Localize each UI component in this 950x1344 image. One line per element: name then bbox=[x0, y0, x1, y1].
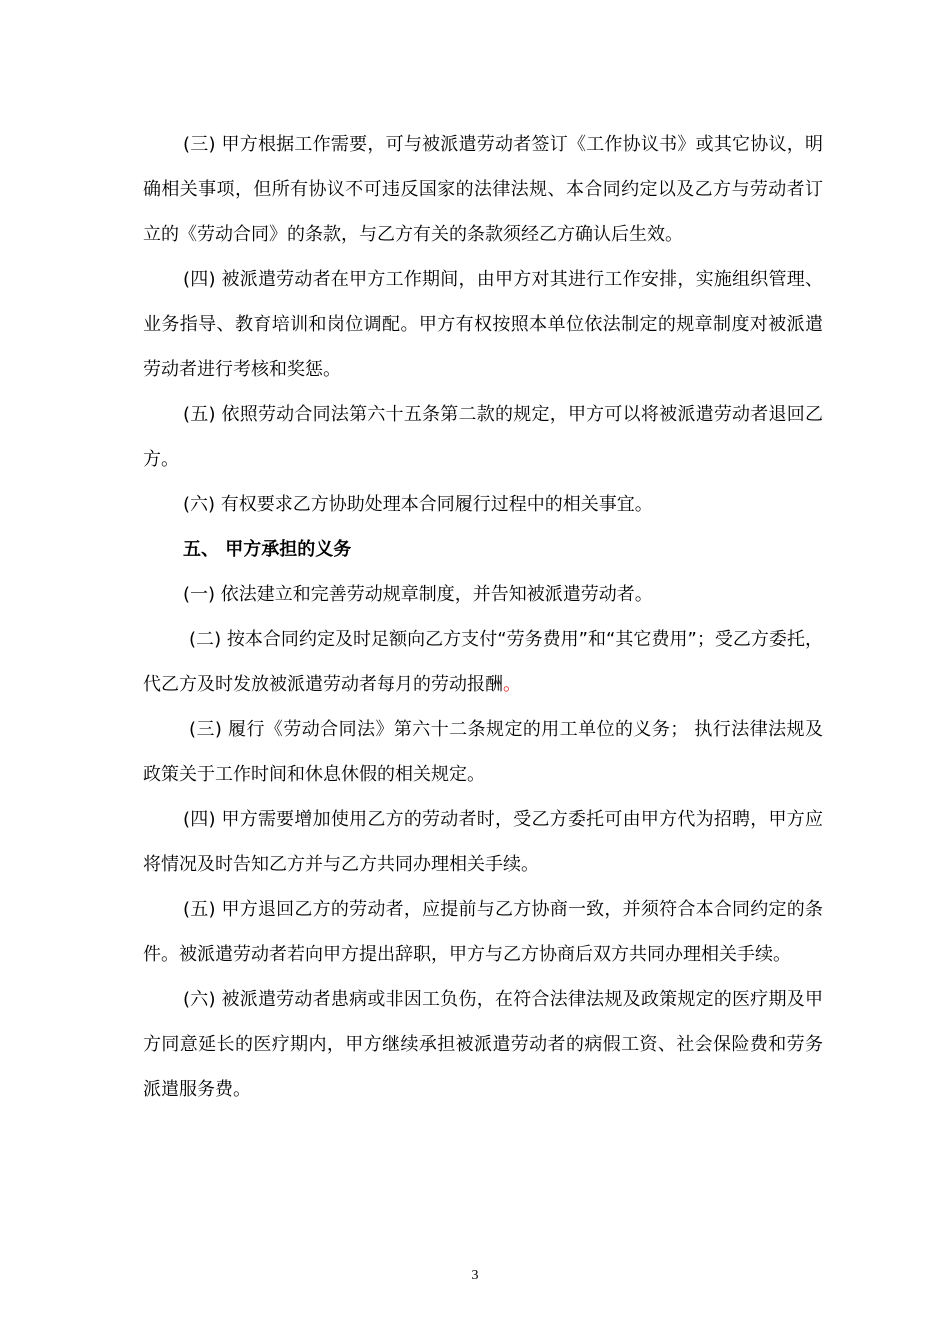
obligation-4: (四) 甲方需要增加使用乙方的劳动者时，受乙方委托可由甲方代为招聘，甲方应将情况及时告知乙方并与乙方共同办理相关手续。 bbox=[143, 809, 823, 875]
paragraph-party-a-right-5: (五) 依照劳动合同法第六十五条第二款的规定，甲方可以将被派遣劳动者退回乙方。 bbox=[143, 404, 823, 470]
paragraph-party-a-right-6: (六) 有权要求乙方协助处理本合同履行过程中的相关事宜。 bbox=[183, 494, 653, 515]
page-number: 3 bbox=[471, 1268, 479, 1283]
obligation-2-text: (二) 按本合同约定及时足额向乙方支付“劳务费用”和“其它费用”；受乙方委托，代乙方及时发放被派遣劳动者每月的劳动报酬 bbox=[143, 629, 823, 695]
contract-body bbox=[143, 122, 823, 1112]
obligation-1: (一) 依法建立和完善劳动规章制度，并告知被派遣劳动者。 bbox=[183, 584, 653, 605]
obligation-2-red-period: 。 bbox=[503, 674, 521, 695]
obligation-5: (五) 甲方退回乙方的劳动者，应提前与乙方协商一致，并须符合本合同约定的条件。被派遣劳动者若向甲方提出辞职，甲方与乙方协商后双方共同办理相关手续。 bbox=[143, 899, 823, 965]
obligation-6: (六) 被派遣劳动者患病或非因工负伤，在符合法律法规及政策规定的医疗期及甲方同意延长的医疗期内，甲方继续承担被派遣劳动者的病假工资、社会保险费和劳务派遣服务费。 bbox=[143, 989, 823, 1100]
obligation-3: (三) 履行《劳动合同法》第六十二条规定的用工单位的义务； 执行法律法规及政策关于工作时间和休息休假的相关规定。 bbox=[143, 719, 823, 785]
paragraph-party-a-right-4: (四) 被派遣劳动者在甲方工作期间，由甲方对其进行工作安排，实施组织管理、业务指导、教育培训和岗位调配。甲方有权按照本单位依法制定的规章制度对被派遣劳动者进行考核和奖惩。 bbox=[143, 269, 823, 380]
obligation-2 bbox=[143, 617, 823, 707]
section-heading-obligations: 五、 甲方承担的义务 bbox=[183, 539, 352, 560]
paragraph-party-a-right-3: (三) 甲方根据工作需要，可与被派遣劳动者签订《工作协议书》或其它协议，明确相关事项，但所有协议不可违反国家的法律法规、本合同约定以及乙方与劳动者订立的《劳动合同》的条款，与乙方有关的条款须经乙方确认后生效。 bbox=[143, 134, 823, 245]
